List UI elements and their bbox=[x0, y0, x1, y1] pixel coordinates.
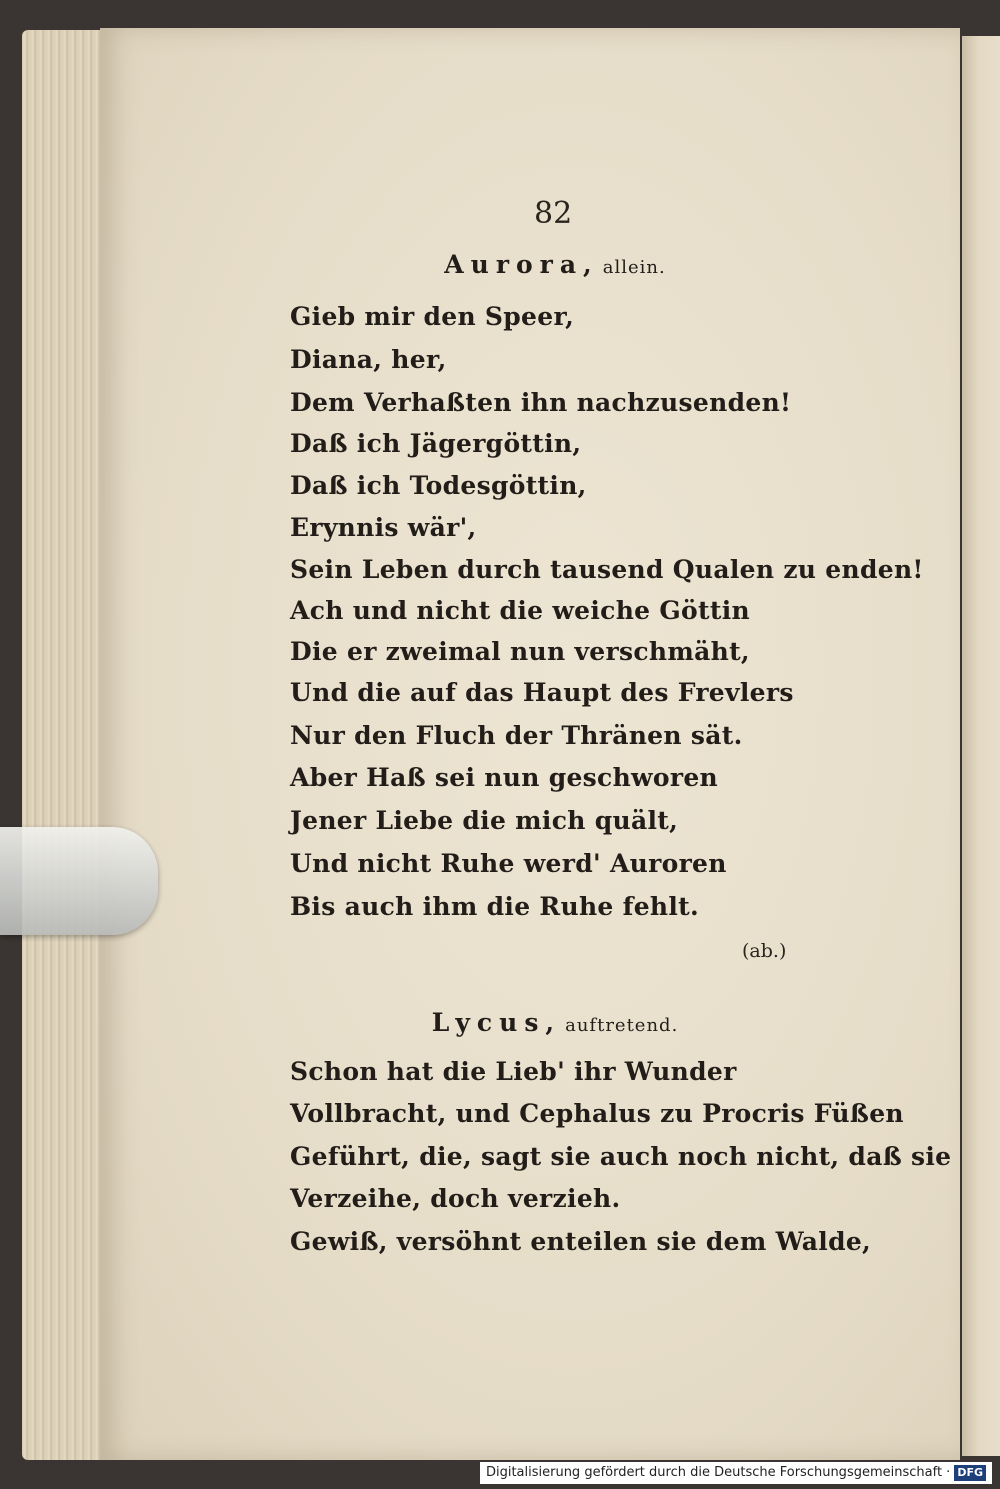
verse-line: Daß ich Todesgöttin, bbox=[290, 471, 587, 500]
verse-line: Die er zweimal nun verschmäht, bbox=[290, 637, 750, 666]
verse-line: Ach und nicht die weiche Göttin bbox=[290, 596, 750, 625]
verse-line: Vollbracht, und Cephalus zu Procris Füßen bbox=[290, 1099, 904, 1128]
verse-line: Diana, her, bbox=[290, 345, 447, 374]
facing-page-edge bbox=[962, 36, 1000, 1456]
verse-line: Und die auf das Haupt des Frevlers bbox=[290, 678, 794, 707]
verse-line: Nur den Fluch der Thränen sät. bbox=[290, 721, 743, 750]
verse-line: Schon hat die Lieb' ihr Wunder bbox=[290, 1057, 737, 1086]
credit-text: Digitalisierung gefördert durch die Deutsche Forschungsgemeinschaft · bbox=[485, 1465, 951, 1480]
verse-line: Erynnis wär', bbox=[290, 513, 477, 542]
verse-line: Bis auch ihm die Ruhe fehlt. bbox=[290, 892, 700, 921]
stage-direction: auftretend. bbox=[565, 1015, 679, 1036]
verse-line: Aber Haß sei nun geschworen bbox=[290, 763, 718, 792]
verse-line: Gieb mir den Speer, bbox=[290, 302, 575, 331]
dfg-logo: DFG bbox=[954, 1465, 986, 1481]
speaker-heading-lycus bbox=[300, 1008, 810, 1037]
verse-line: Geführt, die, sagt sie auch noch nicht, daß sie bbox=[290, 1142, 952, 1171]
bookmark-clip bbox=[0, 827, 158, 935]
digitization-credit bbox=[480, 1462, 992, 1484]
speaker-heading-aurora bbox=[300, 250, 810, 279]
verse-line: Sein Leben durch tausend Qualen zu enden! bbox=[290, 555, 924, 584]
verse-line: Daß ich Jägergöttin, bbox=[290, 429, 582, 458]
page-stack-edges bbox=[22, 30, 112, 1460]
verse-line: Verzeihe, doch verzieh. bbox=[290, 1184, 621, 1213]
verse-line: Und nicht Ruhe werd' Auroren bbox=[290, 849, 727, 878]
speaker-name: Lycus, bbox=[431, 1008, 562, 1037]
stage-direction: allein. bbox=[602, 257, 666, 278]
verse-line: Dem Verhaßten ihn nachzusenden! bbox=[290, 388, 792, 417]
exit-direction: (ab.) bbox=[742, 940, 787, 962]
verse-line: Jener Liebe die mich quält, bbox=[290, 806, 679, 835]
speaker-name: Aurora, bbox=[444, 250, 599, 279]
verse-line: Gewiß, versöhnt enteilen sie dem Walde, bbox=[290, 1227, 872, 1256]
page-number: 82 bbox=[534, 196, 573, 231]
